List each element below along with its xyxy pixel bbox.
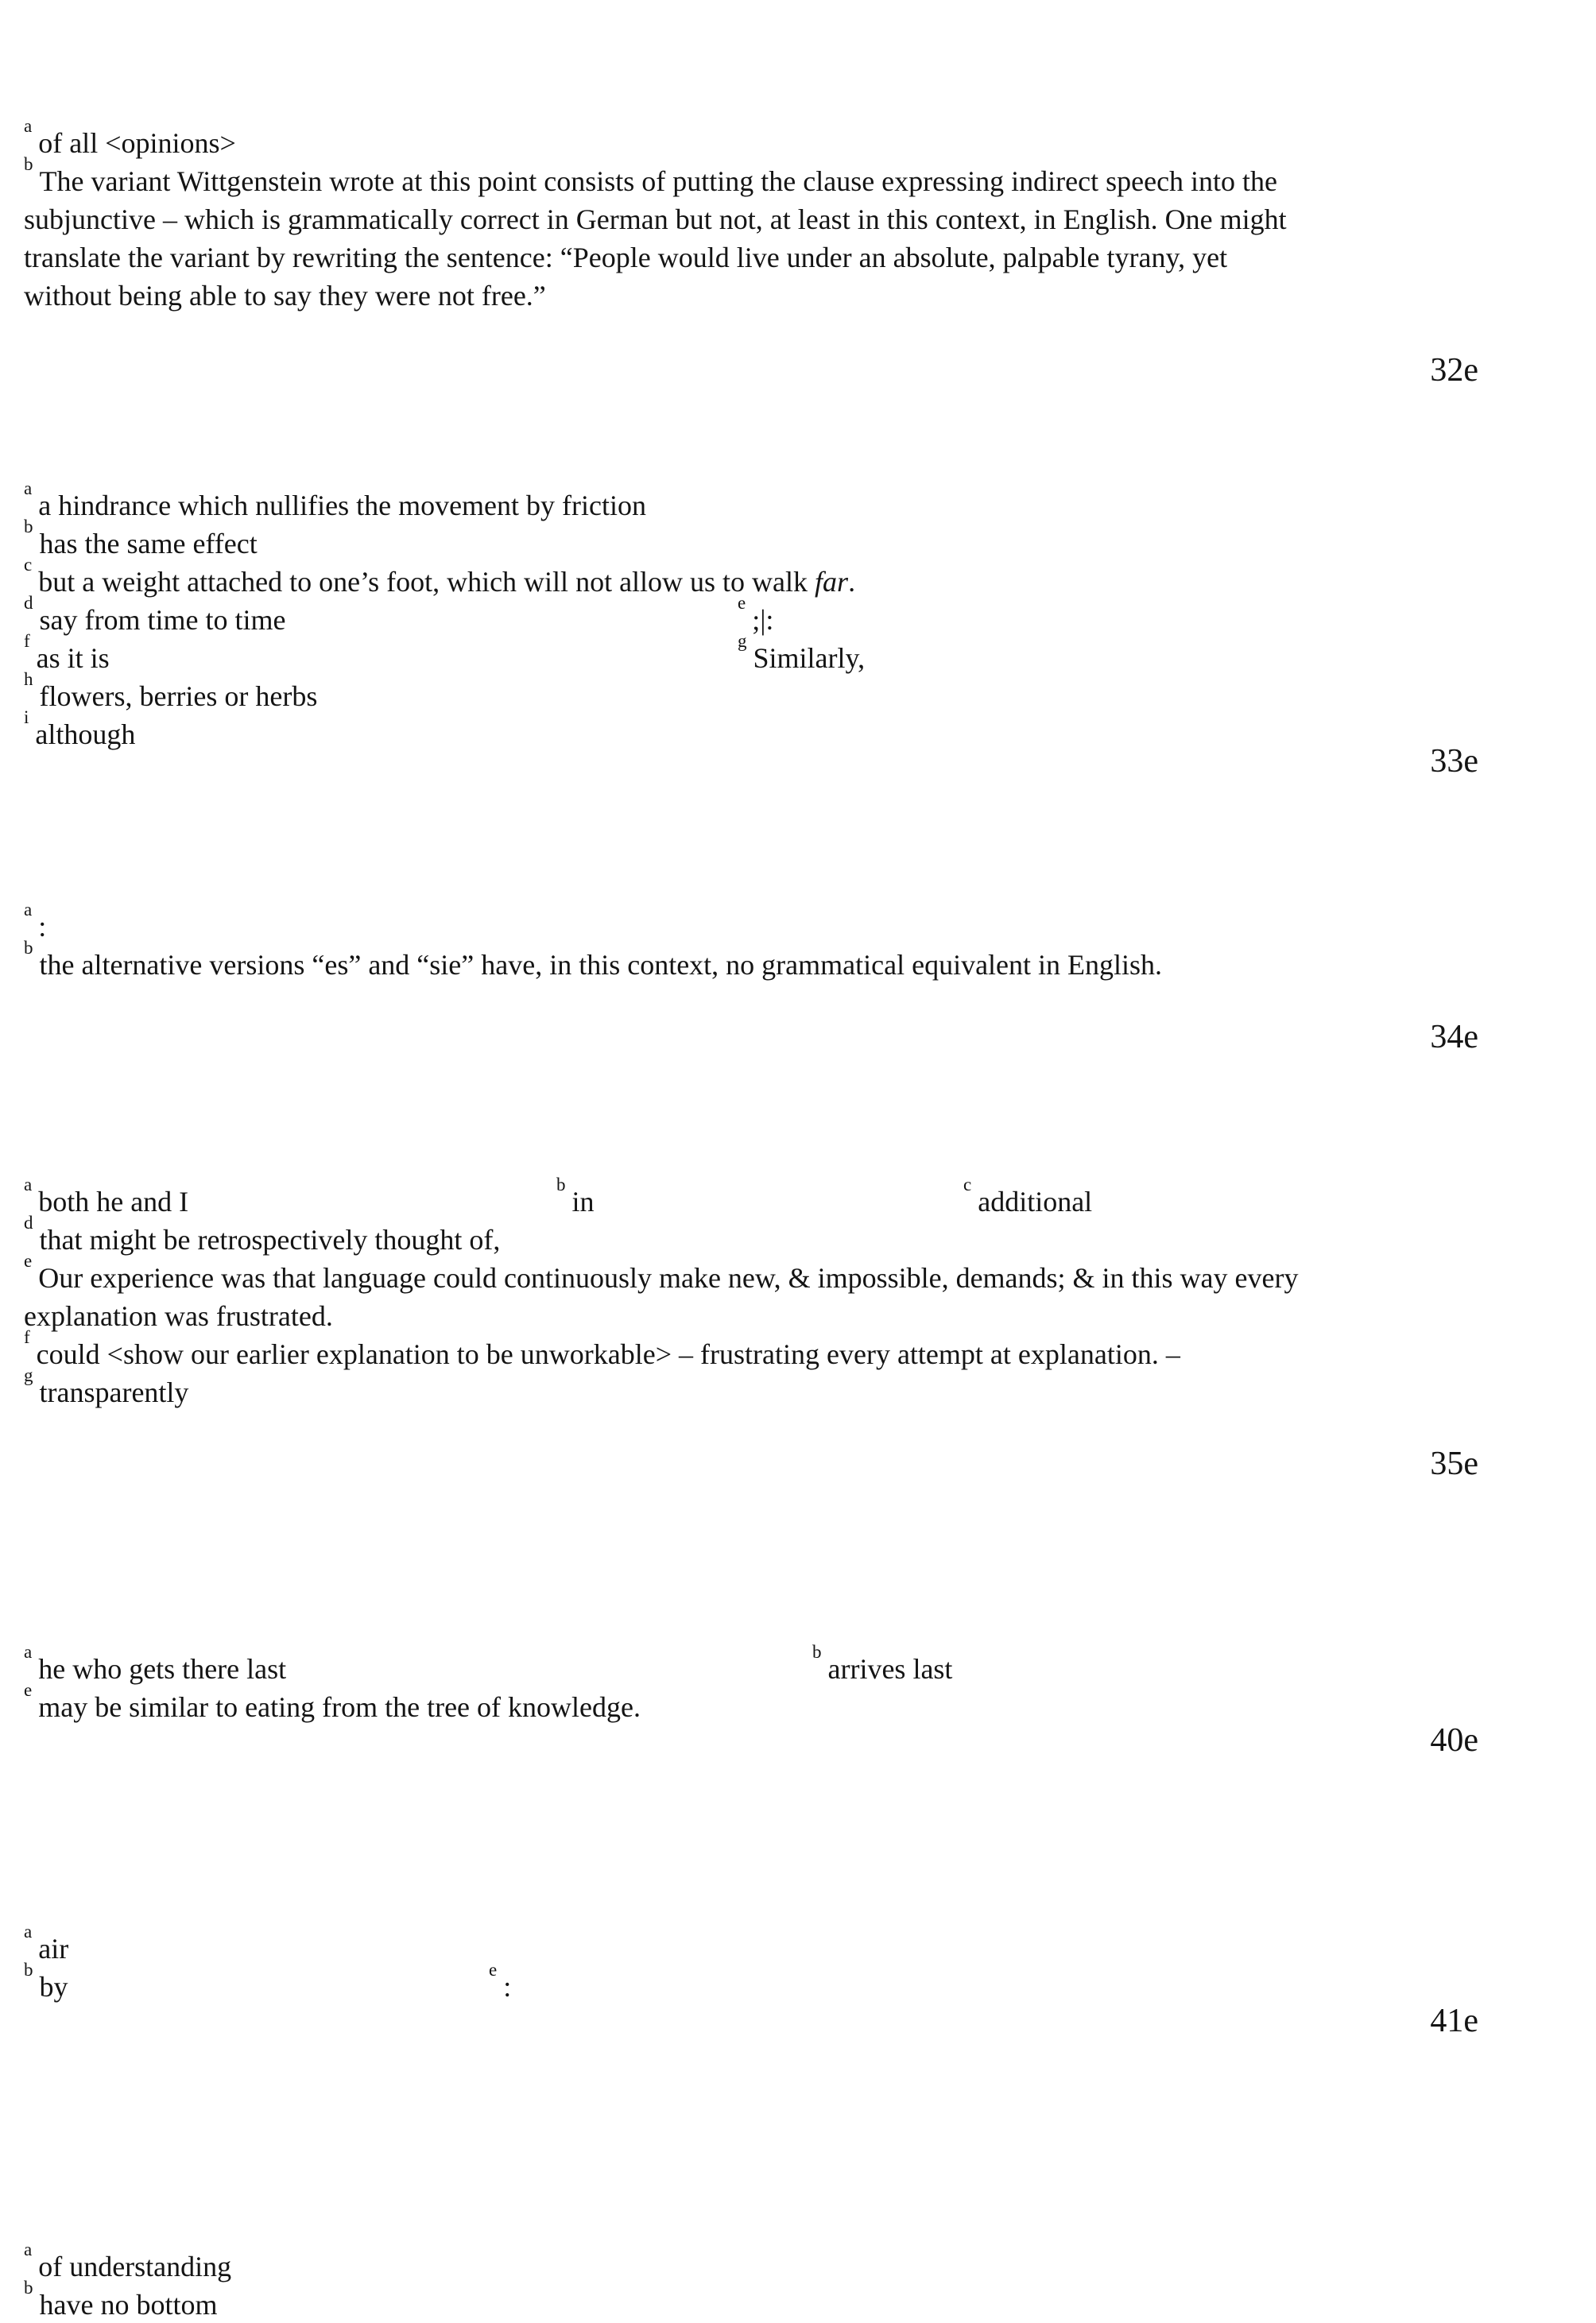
footnote [24, 116, 1304, 162]
footnote [24, 517, 1304, 563]
footnote-letter: g [738, 631, 747, 651]
footnote [24, 1680, 1304, 1726]
footnote-letter: a [24, 1642, 33, 1662]
page-number-32e: 32e [1430, 352, 1478, 389]
footnote [24, 938, 1304, 984]
footnote-text: of understanding [38, 2251, 232, 2282]
footnote-block-bottom [24, 2240, 1304, 2323]
footnote-italic: far [815, 566, 849, 598]
footnote-letter: a [24, 1175, 33, 1194]
page-number-40e: 40e [1430, 1722, 1478, 1759]
footnote-text: the alternative versions “es” and “sie” have, in this context, no grammatical equivalent in English. [39, 949, 1163, 981]
footnote-text: : [38, 911, 47, 943]
footnote-text: could <show our earlier explanation to be unworkable> – frustrating every attempt at explanation. – [36, 1338, 1180, 1370]
footnote-row [24, 1960, 1304, 2006]
footnote [24, 1642, 287, 1688]
footnote-letter: c [24, 555, 33, 575]
footnote [738, 631, 866, 677]
footnote-text: by [39, 1971, 68, 2003]
footnote-text: a hindrance which nullifies the movement by friction [38, 490, 646, 521]
footnote [24, 631, 110, 677]
footnote-letter: g [24, 1365, 33, 1385]
footnote-text: air [38, 1933, 69, 1965]
page-number-41e: 41e [1430, 2003, 1478, 2039]
footnote-text: ;|: [752, 604, 774, 636]
footnote-letter: e [489, 1960, 498, 1980]
footnote [24, 2240, 1304, 2286]
footnote-text: in [571, 1186, 595, 1218]
footnote-letter: h [24, 669, 33, 689]
footnote-letter: f [24, 1327, 30, 1347]
footnote-letter: a [24, 2240, 33, 2259]
footnote-text: additional [978, 1186, 1093, 1218]
footnote [24, 1960, 68, 2006]
footnote-block-33e [24, 478, 1304, 753]
footnote-letter: a [24, 900, 33, 920]
footnote-letter: d [24, 593, 33, 613]
footnote-text: have no bottom [39, 2289, 218, 2321]
footnote [24, 707, 1304, 753]
footnote-block-34e [24, 900, 1304, 984]
footnote-row [24, 631, 1304, 677]
footnote-letter: b [556, 1175, 566, 1194]
footnote-row [24, 1642, 1304, 1688]
footnote-text: Our experience was that language could continuously make new, & impossible, demands; & in this way every explanation was frustrated. [24, 1262, 1299, 1332]
footnote-letter: b [24, 938, 33, 958]
footnote-block-40e [24, 1642, 1304, 1726]
footnote [24, 154, 1304, 315]
footnote [963, 1175, 1093, 1221]
footnote-letter: a [24, 116, 33, 136]
footnote [24, 1175, 189, 1221]
footnote-letter: d [24, 1213, 33, 1233]
footnote-letter: b [24, 1960, 33, 1980]
footnote-letter: b [24, 154, 33, 174]
footnote [24, 593, 286, 639]
footnote-text: he who gets there last [38, 1653, 287, 1685]
footnote-letter: a [24, 1922, 33, 1942]
footnote-text: arrives last [827, 1653, 953, 1685]
footnote [489, 1960, 512, 2006]
footnote-letter: c [963, 1175, 972, 1194]
footnote-letter: b [24, 517, 33, 536]
footnote-text: Similarly, [753, 642, 866, 674]
footnote-text: as it is [36, 642, 110, 674]
footnote [24, 1922, 1304, 1968]
footnote [24, 1327, 1304, 1373]
footnote-text: but a weight attached to one’s foot, which will not allow us to walk far. [38, 566, 856, 598]
footnote-letter: e [24, 1251, 33, 1271]
footnote-text: although [35, 718, 136, 750]
footnote [24, 1365, 1304, 1411]
footnote [812, 1642, 953, 1688]
footnote-letter: b [24, 2278, 33, 2298]
footnote-letter: e [24, 1680, 33, 1700]
page-number-34e: 34e [1430, 1019, 1478, 1055]
footnote-block-35e [24, 1175, 1304, 1411]
footnote-letter: a [24, 478, 33, 498]
footnote-row [24, 593, 1304, 639]
footnote [556, 1175, 595, 1221]
footnote [24, 669, 1304, 715]
footnote [24, 478, 1304, 525]
footnote-text: of all <opinions> [38, 127, 236, 159]
footnote-block-32e [24, 116, 1304, 315]
footnote [24, 1251, 1304, 1335]
footnote [24, 555, 1304, 601]
footnote-letter: e [738, 593, 746, 613]
footnote-text: flowers, berries or herbs [39, 680, 318, 712]
footnote [24, 2278, 1304, 2323]
footnote [24, 1213, 1304, 1259]
footnote-letter: i [24, 707, 29, 727]
footnote-text: that might be retrospectively thought of, [39, 1224, 501, 1256]
footnote-letter: b [812, 1642, 822, 1662]
footnote-text: both he and I [38, 1186, 189, 1218]
footnote-text: may be similar to eating from the tree of knowledge. [38, 1691, 641, 1723]
footnote-text: transparently [39, 1376, 189, 1408]
footnote-block-41e [24, 1922, 1304, 2006]
footnote [24, 900, 1304, 946]
page-number-33e: 33e [1430, 743, 1478, 780]
footnote-letter: f [24, 631, 30, 651]
page-number-35e: 35e [1430, 1446, 1478, 1482]
footnote-row [24, 1175, 1304, 1221]
footnote-text: say from time to time [39, 604, 286, 636]
footnote-text: has the same effect [39, 528, 258, 559]
footnote-text: The variant Wittgenstein wrote at this point consists of putting the clause expressing indirect speech into the subjunctive – which is grammatically correct in German but not, at least in this context, in English. One might translate the variant by rewriting the sentence: “People would live under an absolute, palpable tyrany, yet without being able to say they were not free.” [24, 165, 1287, 312]
footnote-text: : [503, 1971, 512, 2003]
